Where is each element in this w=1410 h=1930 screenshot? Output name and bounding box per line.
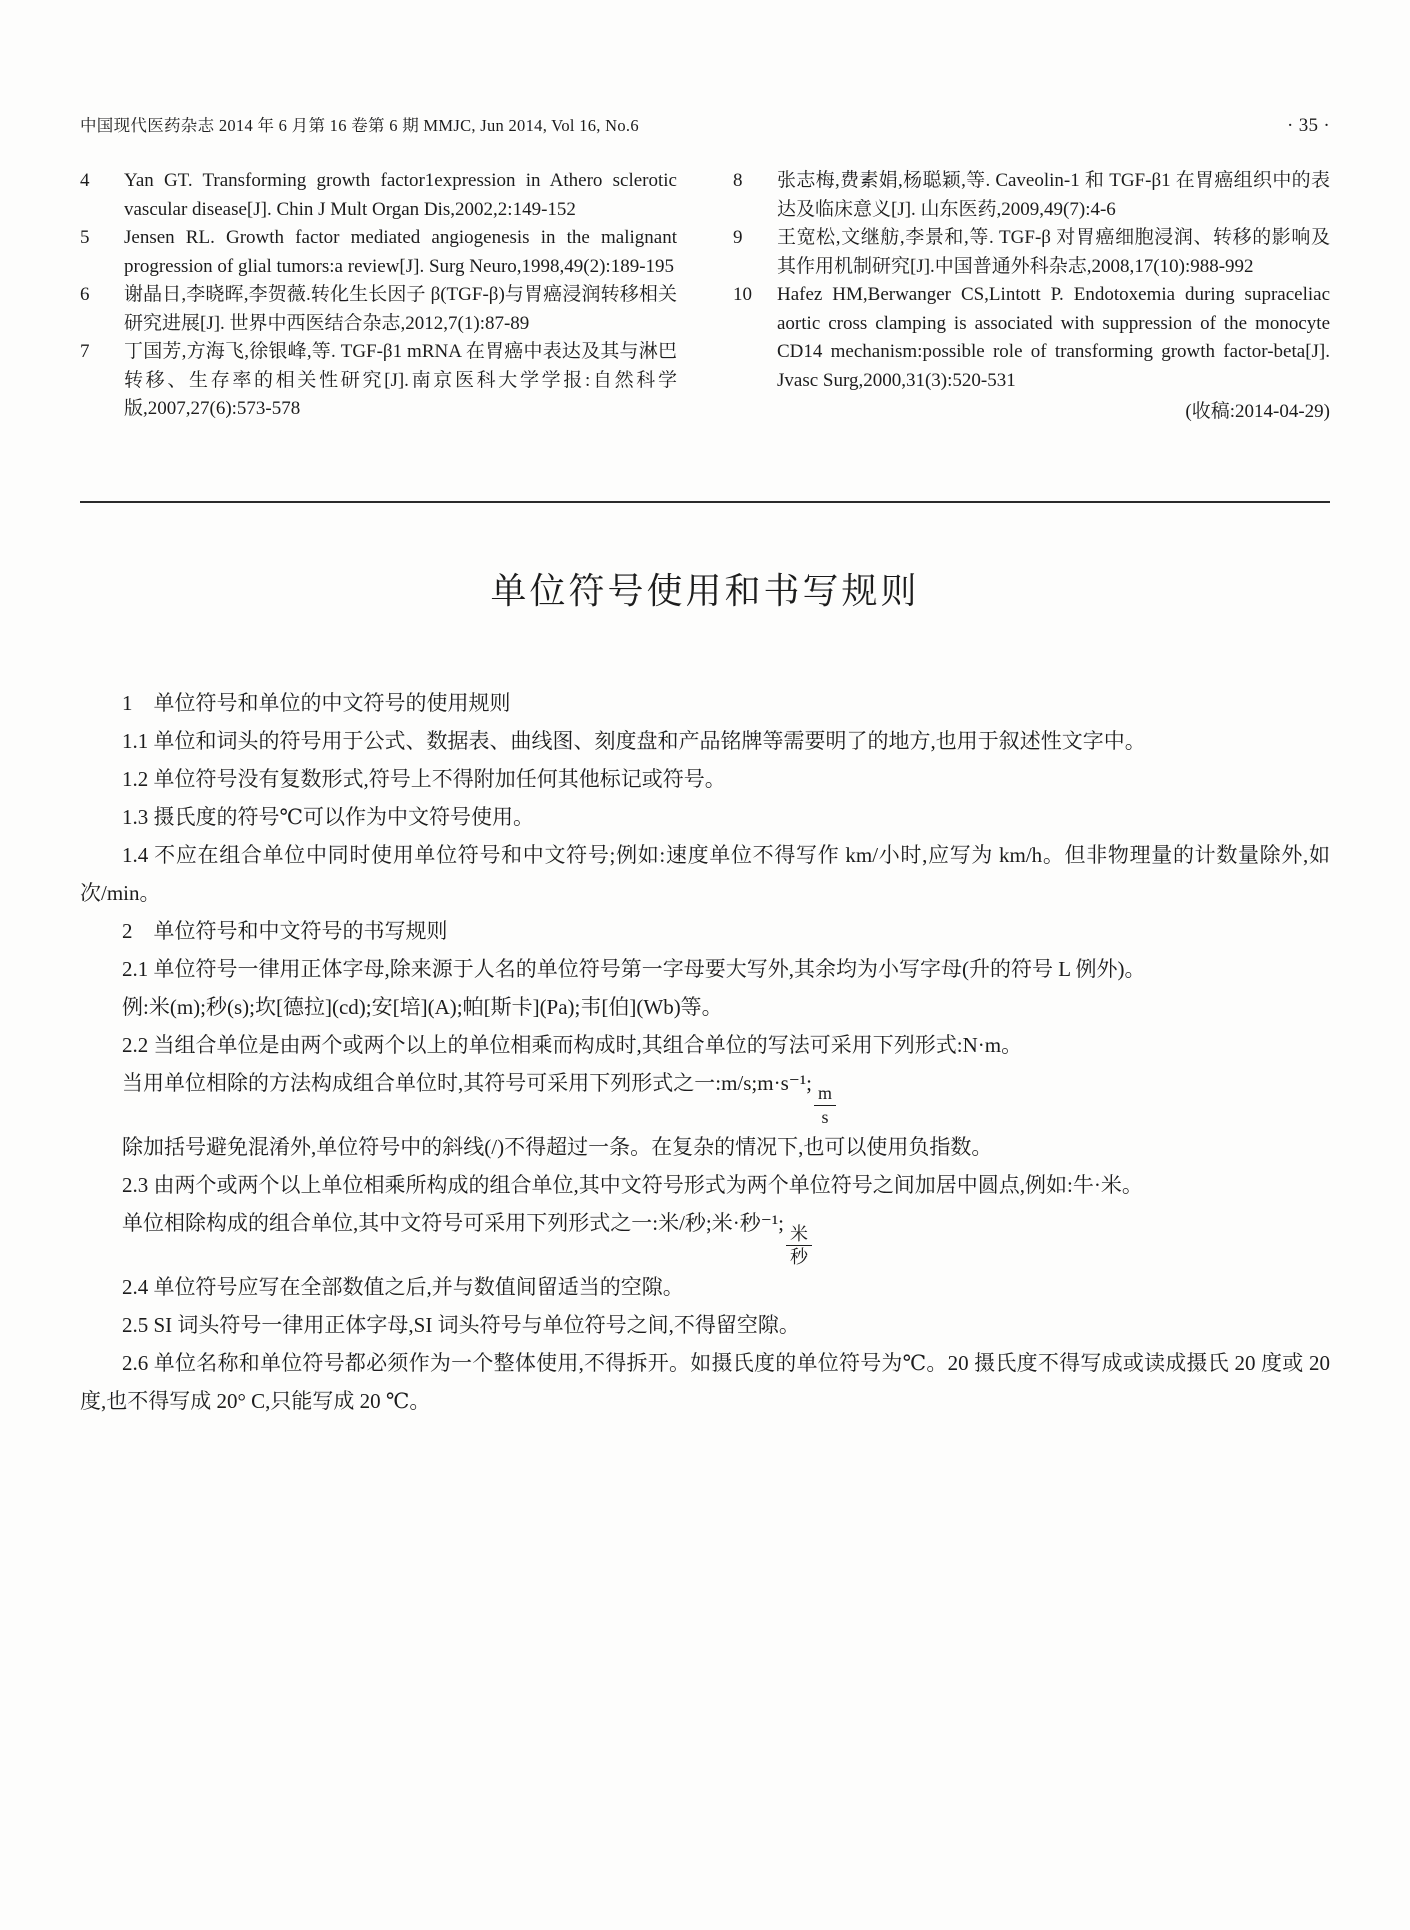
article-paragraph: 单位相除构成的组合单位,其中文符号可采用下列形式之一:米/秒;米·秒⁻¹; $\frac{\text{米}}{\text{秒}}$ <box>80 1204 1330 1268</box>
section-divider <box>80 501 1330 503</box>
fraction <box>814 1083 836 1127</box>
article-paragraph: 2.2 当组合单位是由两个或两个以上的单位相乘而构成时,其组合单位的写法可采用下列形式:N·m。 <box>122 1032 1023 1057</box>
page-number: · 35 · <box>1287 115 1330 136</box>
article-paragraph: 例:米(m);秒(s);坎[德拉](cd);安[培](A);帕[斯卡](Pa);韦[伯](Wb)等。 <box>122 994 723 1019</box>
article-paragraph: 1 单位符号和单位的中文符号的使用规则 <box>122 690 511 715</box>
article-paragraph: 1.3 摄氏度的符号℃可以作为中文符号使用。 <box>122 804 534 829</box>
reference-text: Yan GT. Transforming growth factor1expression in Athero sclerotic vascular disease[J]. Chin J Mult Organ Dis,2002,2:149-152 <box>124 170 677 220</box>
reference-text: Hafez HM,Berwanger CS,Lintott P. Endotoxemia during supraceliac aortic cross clamping is associated with suppression of the monocyte CD14 mechanism:possible role of transforming growth factor-beta[J]. Jvasc Surg,2000,31(3):520-531 <box>777 284 1330 391</box>
reference-item <box>80 281 677 338</box>
article-paragraph: 2.4 单位符号应写在全部数值之后,并与数值间留适当的空隙。 <box>122 1275 684 1300</box>
article-paragraph: 2.1 单位符号一律用正体字母,除来源于人名的单位符号第一字母要大写外,其余均为小写字母(升的符号 L 例外)。 <box>122 956 1146 981</box>
reference-number: 4 <box>80 170 90 191</box>
journal-info: 中国现代医药杂志 2014 年 6 月第 16 卷第 6 期 MMJC, Jun 2014, Vol 16, No.6 <box>80 116 639 135</box>
reference-number: 8 <box>733 170 743 191</box>
reference-item <box>733 224 1330 281</box>
article-body <box>80 684 1330 1421</box>
reference-number: 7 <box>80 341 90 362</box>
reference-number: 9 <box>733 227 743 248</box>
references-left-column <box>80 167 677 427</box>
reference-item <box>80 224 677 281</box>
reference-text: 张志梅,费素娟,杨聪颖,等. Caveolin-1 和 TGF-β1 在胃癌组织中的表达及临床意义[J]. 山东医药,2009,49(7):4-6 <box>777 170 1330 220</box>
article-paragraph: 当用单位相除的方法构成组合单位时,其符号可采用下列形式之一:m/s;m·s⁻¹; $\frac{m}{s}$ <box>80 1064 1330 1128</box>
fraction-denominator: s <box>821 1107 829 1128</box>
reference-item <box>80 338 677 424</box>
reference-number: 10 <box>733 284 752 305</box>
references-left-list <box>80 167 677 424</box>
page-header <box>80 0 1330 137</box>
article-paragraph: 2 单位符号和中文符号的书写规则 <box>122 918 448 943</box>
fraction <box>786 1224 812 1268</box>
reference-number: 5 <box>80 227 90 248</box>
references-section <box>80 167 1330 427</box>
reference-text: 丁国芳,方海飞,徐银峰,等. TGF-β1 mRNA 在胃癌中表达及其与淋巴转移、生存率的相关性研究[J].南京医科大学学报:自然科学版,2007,27(6):573-578 <box>124 341 677 419</box>
fraction-numerator: m <box>814 1083 836 1106</box>
reference-item <box>733 167 1330 224</box>
reference-item <box>733 281 1330 395</box>
fraction-numerator: 米 <box>786 1224 812 1247</box>
article-paragraph: 2.3 由两个或两个以上单位相乘所构成的组合单位,其中文符号形式为两个单位符号之间加居中圆点,例如:牛·米。 <box>122 1172 1143 1197</box>
reference-text: 谢晶日,李晓晖,李贺薇.转化生长因子 β(TGF-β)与胃癌浸润转移相关研究进展[J]. 世界中西医结合杂志,2012,7(1):87-89 <box>124 284 677 334</box>
article-paragraph: 2.6 单位名称和单位符号都必须作为一个整体使用,不得拆开。如摄氏度的单位符号为℃。20 摄氏度不得写成或读成摄氏 20 度或 20 度,也不得写成 20° C,只能写成 20 ℃。 <box>80 1351 1330 1414</box>
received-date: (收稿:2014-04-29) <box>1185 401 1330 422</box>
references-right-column <box>733 167 1330 427</box>
reference-item <box>80 167 677 224</box>
article-paragraph: 1.4 不应在组合单位中同时使用单位符号和中文符号;例如:速度单位不得写作 km/小时,应写为 km/h。但非物理量的计数量除外,如次/min。 <box>80 842 1330 905</box>
article-paragraph: 除加括号避免混淆外,单位符号中的斜线(/)不得超过一条。在复杂的情况下,也可以使用负指数。 <box>122 1134 993 1159</box>
article-paragraph: 2.5 SI 词头符号一律用正体字母,SI 词头符号与单位符号之间,不得留空隙。 <box>122 1313 800 1338</box>
article-paragraph: 1.1 单位和词头的符号用于公式、数据表、曲线图、刻度盘和产品铭牌等需要明了的地方,也用于叙述性文字中。 <box>122 728 1146 753</box>
references-right-list <box>733 167 1330 395</box>
article-title: 单位符号使用和书写规则 <box>490 570 920 611</box>
article-paragraph: 1.2 单位符号没有复数形式,符号上不得附加任何其他标记或符号。 <box>122 766 726 791</box>
fraction-denominator: 秒 <box>789 1247 808 1268</box>
reference-number: 6 <box>80 284 90 305</box>
reference-text: Jensen RL. Growth factor mediated angiogenesis in the malignant progression of glial tumors:a review[J]. Surg Neuro,1998,49(2):189-195 <box>124 227 677 277</box>
reference-text: 王宽松,文继舫,李景和,等. TGF-β 对胃癌细胞浸润、转移的影响及其作用机制研究[J].中国普通外科杂志,2008,17(10):988-992 <box>777 227 1330 277</box>
